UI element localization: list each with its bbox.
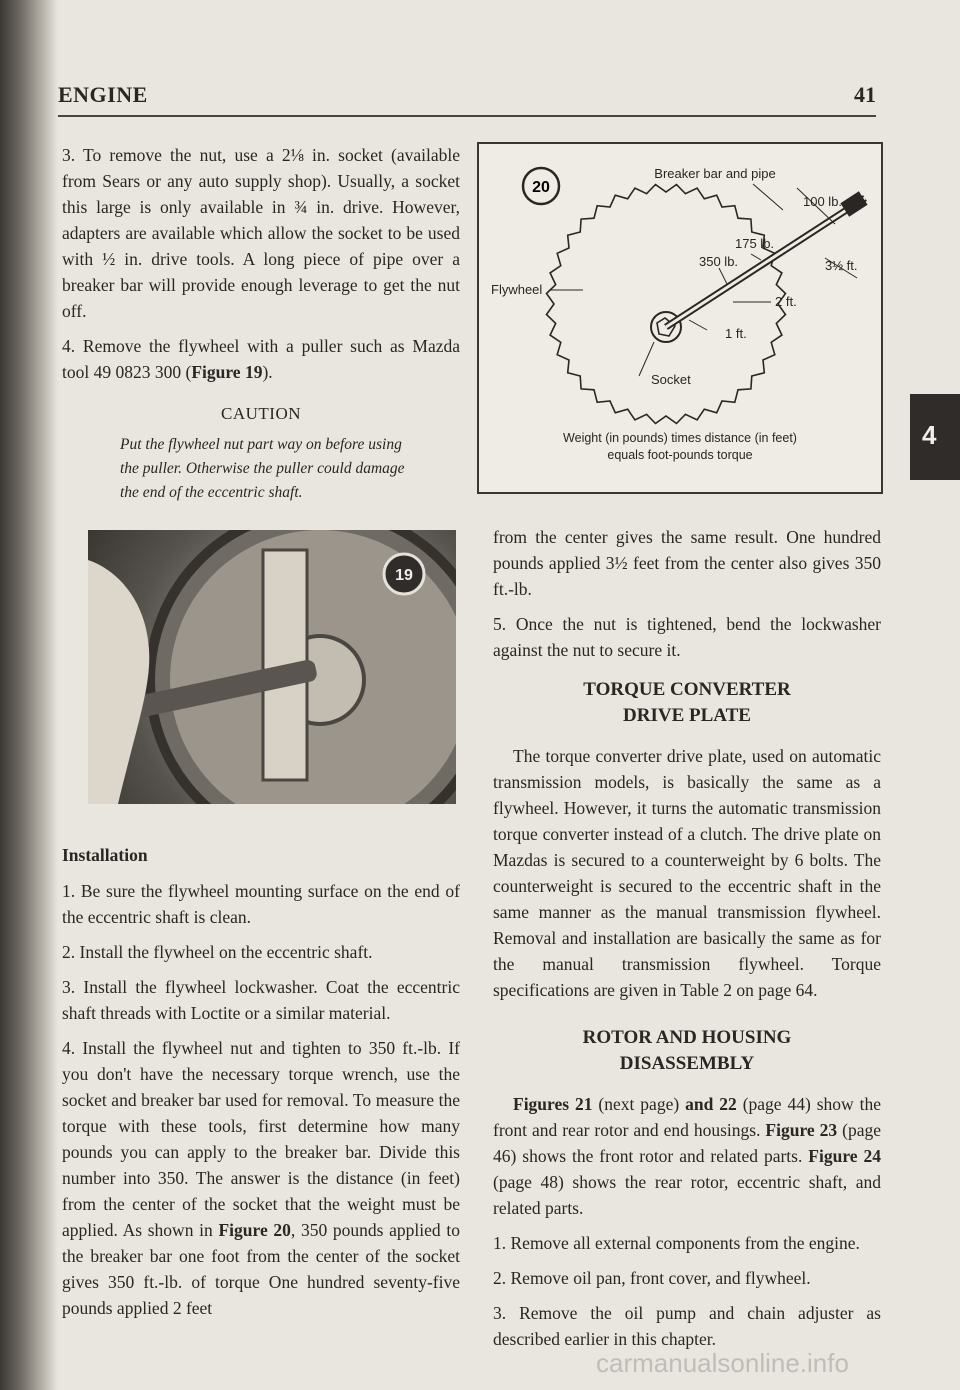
figure-23-ref: Figure 23	[765, 1120, 838, 1140]
step4-text-a: 4. Install the flywheel nut and tighten to 350 ft.-lb. If you don't have the necessary torque wrench, use the socket and breaker bar used for removal. To measure the torque with these tools, first determine how many pounds you can apply to the breaker bar. Divide this number into 350. The answer is the distance (in feet) from the center of the socket that the weight must be applied. As shown in	[62, 1038, 460, 1240]
section-title: ENGINE	[58, 82, 148, 107]
figure-22-ref: and 22	[685, 1094, 737, 1114]
figure-19-reference: Figure 19	[191, 362, 263, 382]
step4-continuation: from the center gives the same result. One hundred pounds applied 3½ feet from the center also gives 350 ft.-lb.	[493, 527, 881, 599]
figures-text-b: (page 44) show the front and rear rotor and end housings.	[493, 1094, 881, 1140]
figure-20-reference: Figure 20	[218, 1220, 291, 1240]
label-100lb: 100 lb.	[803, 194, 843, 209]
torque-converter-paragraph: The torque converter drive plate, used on automatic transmission models, is basically the same as a flywheel. However, it turns the automatic transmission torque converter instead of a clutch. The drive plate on Mazdas is secured to a counterweight by 6 bolts. The counterweight is secured to the eccentric shaft in the same manner as the manual transmission flywheel. Removal and installation are basically the same as for the manual transmission flywheel. Torque specifications are given in Table 2 on page 64.	[493, 746, 881, 1000]
step4-close: ).	[262, 362, 273, 382]
install-step-4	[62, 1035, 460, 1321]
installation-section	[62, 842, 460, 1330]
rotor-housing-heading	[493, 1025, 881, 1077]
label-175lb: 175 lb.	[735, 236, 775, 251]
figure-20-box	[477, 142, 883, 494]
torque-diagram	[479, 144, 881, 430]
book-spine-shadow	[0, 0, 58, 1390]
disassembly-step-2: 2. Remove oil pan, front cover, and flywheel.	[493, 1268, 811, 1288]
figures-text-c: (page 46) shows the front rotor and related parts.	[493, 1120, 881, 1166]
page-header	[58, 82, 876, 116]
install-step-5: 5. Once the nut is tightened, bend the lockwasher against the nut to secure it.	[493, 614, 881, 660]
caption-line-1: Weight (in pounds) times distance (in feet)	[563, 431, 797, 445]
flywheel-gear-outline	[547, 185, 786, 424]
step4-text: 4. Remove the flywheel with a puller such as Mazda tool 49 0823 300 (	[62, 336, 460, 382]
figures-text-a: (next page)	[592, 1094, 686, 1114]
leader-175lb	[751, 254, 761, 260]
flywheel-teeth	[547, 185, 786, 424]
figure-19-number: 19	[395, 567, 413, 584]
torque-converter-heading	[493, 677, 881, 729]
figure-20-number: 20	[532, 179, 550, 196]
installation-heading: Installation	[62, 845, 148, 865]
hand	[88, 560, 149, 804]
disassembly-step-1: 1. Remove all external components from the engine.	[493, 1233, 860, 1253]
removal-step-3: 3. To remove the nut, use a 2⅛ in. socket (available from Sears or any auto supply shop). Usually, a socket this large is only available in ¾ in. drive. However, adapters are available which allow the socket to be used with ½ in. drive tools. A long piece of pipe over a breaker bar will provide enough leverage to get the nut off.	[62, 145, 460, 321]
caption-line-2: equals foot-pounds torque	[607, 448, 753, 462]
right-column	[493, 524, 881, 1361]
caution-title: CAUTION	[221, 404, 301, 423]
label-1ft: 1 ft.	[725, 326, 747, 341]
step4-text-b: , 350 pounds applied to the breaker bar one foot from the center of the socket gives 350 ft.-lb. of torque One hundred seventy-five pounds applied 2 feet	[62, 1220, 460, 1318]
removal-step-4	[62, 333, 460, 385]
heading2-line1: ROTOR AND HOUSING	[582, 1027, 792, 1048]
leader-1ft	[689, 320, 707, 330]
chapter-tab	[910, 394, 960, 480]
leader-350lb	[719, 268, 727, 284]
heading1-line1: TORQUE CONVERTER	[583, 679, 791, 700]
figure-20-caption	[479, 430, 881, 464]
figure-24-ref: Figure 24	[808, 1146, 881, 1166]
header-rule	[58, 115, 876, 117]
disassembly-step-3: 3. Remove the oil pump and chain adjuster as described earlier in this chapter.	[493, 1303, 881, 1349]
install-step-2: 2. Install the flywheel on the eccentric shaft.	[62, 942, 373, 962]
install-step-1: 1. Be sure the flywheel mounting surface on the end of the eccentric shaft is clean.	[62, 881, 460, 927]
heading1-line2: DRIVE PLATE	[623, 705, 751, 726]
heading2-line2: DISASSEMBLY	[619, 1053, 755, 1074]
label-350lb: 350 lb.	[699, 254, 739, 269]
label-flywheel: Flywheel	[491, 282, 543, 297]
label-3half-ft: 3½ ft.	[825, 258, 858, 273]
leader-socket	[639, 342, 654, 376]
page-number: 41	[854, 82, 876, 107]
flywheel-puller-illustration	[88, 530, 456, 804]
figures-text-d: (page 48) shows the rear rotor, eccentric shaft, and related parts.	[493, 1172, 881, 1218]
figures-21-ref: Figures 21	[513, 1094, 593, 1114]
label-breaker-bar: Breaker bar and pipe	[654, 166, 776, 181]
chapter-tab-number: 4	[922, 420, 937, 450]
left-column	[62, 142, 460, 514]
caution-text: Put the flywheel nut part way on before using the puller. Otherwise the puller could damage the end of the eccentric shaft.	[120, 436, 405, 501]
install-step-3: 3. Install the flywheel lockwasher. Coat the eccentric shaft threads with Loctite or a similar material.	[62, 977, 460, 1023]
label-2ft: 2 ft.	[775, 294, 797, 309]
watermark: carmanualsonline.info	[596, 1348, 849, 1378]
label-socket: Socket	[651, 372, 691, 387]
figure-19-photo	[88, 530, 456, 804]
figures-paragraph	[493, 1091, 881, 1221]
leader-breaker	[753, 184, 783, 210]
